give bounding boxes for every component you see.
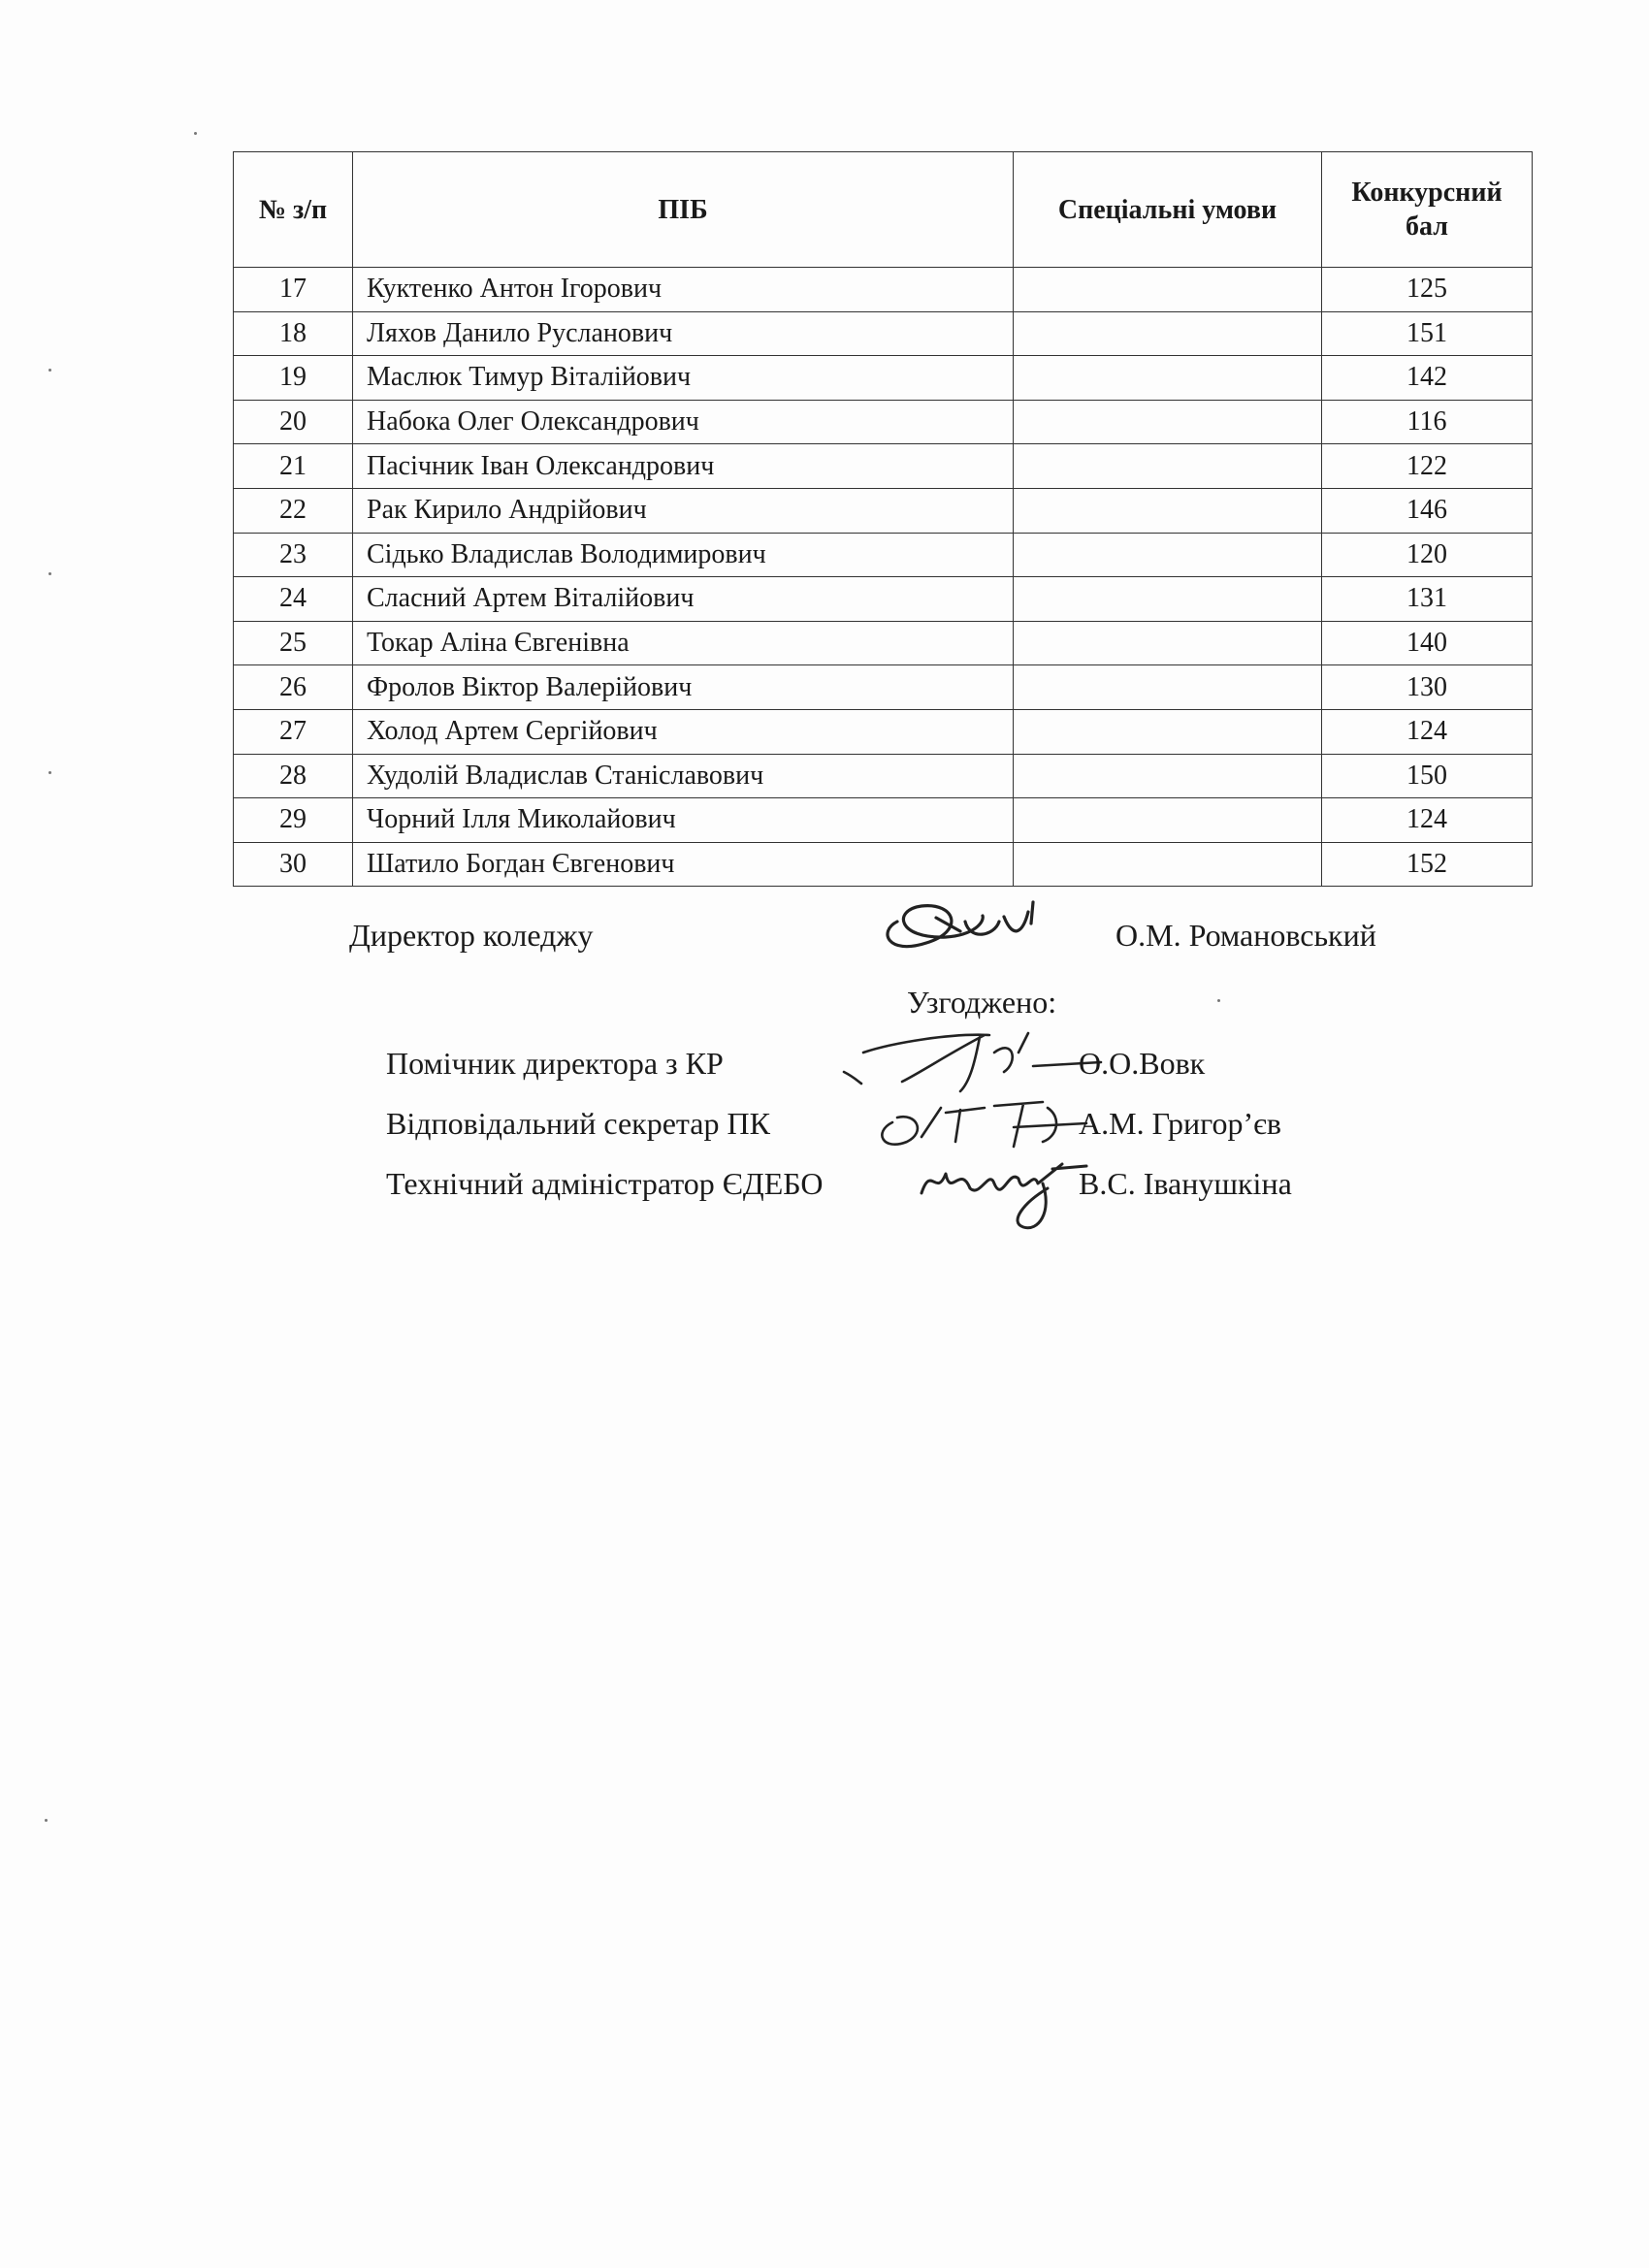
row-score: 124 <box>1322 798 1533 843</box>
row-name: Куктенко Антон Ігорович <box>353 268 1014 312</box>
row-special <box>1014 533 1322 577</box>
table-row <box>234 798 1533 843</box>
admin-name: В.С. Іванушкіна <box>1079 1166 1292 1201</box>
row-number: 29 <box>234 798 353 843</box>
row-score: 152 <box>1322 842 1533 887</box>
row-score: 116 <box>1322 400 1533 444</box>
row-score: 122 <box>1322 444 1533 489</box>
row-special <box>1014 754 1322 798</box>
row-special <box>1014 842 1322 887</box>
row-special <box>1014 621 1322 665</box>
header-number: № з/п <box>234 152 353 268</box>
row-number: 30 <box>234 842 353 887</box>
row-number: 17 <box>234 268 353 312</box>
admin-signature <box>917 1145 1091 1237</box>
row-special <box>1014 400 1322 444</box>
row-score: 120 <box>1322 533 1533 577</box>
row-special <box>1014 268 1322 312</box>
row-number: 23 <box>234 533 353 577</box>
table-header-row <box>234 152 1533 268</box>
row-score: 150 <box>1322 754 1533 798</box>
row-number: 26 <box>234 665 353 710</box>
row-score: 146 <box>1322 488 1533 533</box>
row-special <box>1014 665 1322 710</box>
director-name: О.М. Романовський <box>1116 918 1376 953</box>
header-special-conditions: Спеціальні умови <box>1014 152 1322 268</box>
assistant-title: Помічник директора з КР <box>386 1046 724 1081</box>
table-row <box>234 709 1533 754</box>
row-number: 20 <box>234 400 353 444</box>
agreed-label: Узгоджено: <box>907 985 1057 1020</box>
table-row <box>234 577 1533 622</box>
table-row <box>234 400 1533 444</box>
table-row <box>234 311 1533 356</box>
row-score: 125 <box>1322 268 1533 312</box>
director-signature <box>868 892 1048 960</box>
row-special <box>1014 356 1322 401</box>
applicants-table <box>233 151 1533 887</box>
row-name: Фролов Віктор Валерійович <box>353 665 1014 710</box>
assistant-name: О.О.Вовк <box>1079 1046 1206 1081</box>
secretary-title: Відповідальний секретар ПК <box>386 1106 770 1141</box>
row-name: Сласний Артем Віталійович <box>353 577 1014 622</box>
row-number: 25 <box>234 621 353 665</box>
row-name: Токар Аліна Євгенівна <box>353 621 1014 665</box>
admin-title: Технічний адміністратор ЄДЕБО <box>386 1166 824 1201</box>
row-number: 19 <box>234 356 353 401</box>
table-row <box>234 665 1533 710</box>
row-name: Чорний Ілля Миколайович <box>353 798 1014 843</box>
scan-speck <box>45 1819 48 1822</box>
row-score: 142 <box>1322 356 1533 401</box>
row-name: Пасічник Іван Олександрович <box>353 444 1014 489</box>
row-name: Набока Олег Олександрович <box>353 400 1014 444</box>
row-special <box>1014 577 1322 622</box>
row-number: 27 <box>234 709 353 754</box>
header-score-line2: бал <box>1406 211 1448 242</box>
table-row <box>234 444 1533 489</box>
row-score: 131 <box>1322 577 1533 622</box>
row-name: Шатило Богдан Євгенович <box>353 842 1014 887</box>
row-score: 124 <box>1322 709 1533 754</box>
scan-speck <box>48 771 51 774</box>
row-number: 21 <box>234 444 353 489</box>
secretary-name: А.М. Григор’єв <box>1079 1106 1281 1141</box>
table-row <box>234 268 1533 312</box>
director-title: Директор коледжу <box>349 918 594 953</box>
header-score-line1: Конкурсний <box>1351 178 1503 208</box>
scan-speck <box>48 572 51 575</box>
row-name: Ляхов Данило Русланович <box>353 311 1014 356</box>
row-name: Холод Артем Сергійович <box>353 709 1014 754</box>
row-name: Рак Кирило Андрійович <box>353 488 1014 533</box>
header-full-name: ПІБ <box>353 152 1014 268</box>
scan-speck <box>194 132 197 135</box>
row-name: Сідько Владислав Володимирович <box>353 533 1014 577</box>
row-number: 22 <box>234 488 353 533</box>
header-competitive-score <box>1322 152 1533 268</box>
row-score: 151 <box>1322 311 1533 356</box>
row-special <box>1014 488 1322 533</box>
table-row <box>234 488 1533 533</box>
row-name: Маслюк Тимур Віталійович <box>353 356 1014 401</box>
row-special <box>1014 709 1322 754</box>
row-number: 18 <box>234 311 353 356</box>
scan-speck <box>48 369 51 372</box>
row-score: 130 <box>1322 665 1533 710</box>
table-row <box>234 754 1533 798</box>
table-row <box>234 621 1533 665</box>
row-number: 24 <box>234 577 353 622</box>
row-name: Худолій Владислав Станіславович <box>353 754 1014 798</box>
scan-speck <box>1217 999 1220 1002</box>
table-row <box>234 356 1533 401</box>
row-number: 28 <box>234 754 353 798</box>
row-special <box>1014 444 1322 489</box>
table-row <box>234 533 1533 577</box>
row-special <box>1014 798 1322 843</box>
row-special <box>1014 311 1322 356</box>
row-score: 140 <box>1322 621 1533 665</box>
table-row <box>234 842 1533 887</box>
